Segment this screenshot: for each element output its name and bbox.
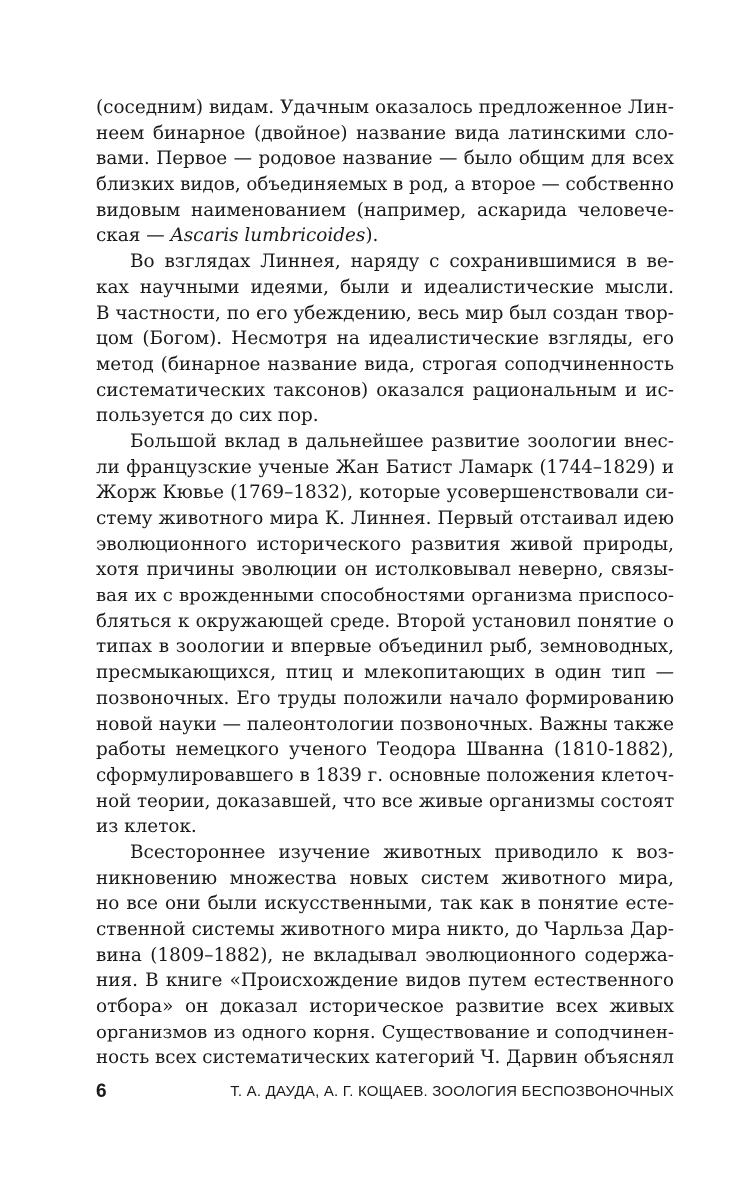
- page-body: [96, 95, 674, 1071]
- text-line: систематических таксонов) оказался рациональным и ис-: [96, 379, 674, 401]
- text-line: видовым наименованием (например, аскарида человече-: [96, 199, 674, 221]
- text-line: стему животного мира К. Линнея. Первый отстаивал идею: [96, 508, 674, 529]
- text-line: метод (бинарное название вида, строгая соподчиненность: [96, 353, 674, 375]
- page-footer: [96, 1081, 674, 1111]
- text-line: организмов из одного корня. Существование и соподчинен-: [96, 1021, 674, 1043]
- text-line: ния. В книге «Происхождение видов путем естественного: [96, 970, 674, 992]
- running-head: Т. А. ДАУДА, А. Г. КОЩАЕВ. ЗООЛОГИЯ БЕСПОЗВОНОЧНЫХ: [230, 1083, 674, 1100]
- text-line: из клеток.: [96, 816, 197, 838]
- text-line: Жорж Кювье (1769–1832), которые усовершенствовали си-: [96, 482, 674, 504]
- text-line: пользуется до сих пор.: [96, 405, 319, 427]
- text-line: Во взглядах Линнея, наряду с сохранившимися в ве-: [130, 251, 674, 273]
- text-line: Всестороннее изучение животных приводило к воз-: [130, 841, 674, 863]
- text-line: никновению множества новых систем животного мира,: [96, 867, 674, 889]
- text-line: новой науки — палеонтологии позвоночных. Важны также: [96, 713, 674, 735]
- text-line: эволюционного исторического развития живой природы,: [96, 533, 674, 555]
- text-line: типах в зоологии и впервые объединил рыб, земноводных,: [96, 636, 674, 658]
- text-line: бляться к окружающей среде. Второй установил понятие о: [96, 610, 674, 632]
- text-fragment: ская —: [96, 225, 171, 247]
- text-line: В частности, по его убеждению, весь мир был создан твор-: [96, 302, 674, 324]
- text-line: вая их с врожденными способностями организма приспосо-: [96, 585, 674, 607]
- text-line: хотя причины эволюции он истолковывал неверно, связы-: [96, 559, 674, 581]
- text-line: ственной системы животного мира никто, до Чарльза Дар-: [96, 919, 674, 940]
- text-line: отбора» он доказал историческое развитие всех живых: [96, 996, 674, 1018]
- text-line: вина (1809–1882), не вкладывал эволюционного содержа-: [96, 944, 674, 966]
- text-line: цом (Богом). Несмотря на идеалистические взгляды, его: [96, 328, 674, 350]
- page-number: 6: [96, 1081, 107, 1102]
- text-line: ках научными идеями, были и идеалистические мысли.: [96, 276, 674, 298]
- paragraph-3: [96, 429, 674, 840]
- text-line: ной теории, доказавшей, что все живые организмы состоят: [96, 790, 675, 812]
- text-line: (соседним) видам. Удачным оказалось предложенное Лин-: [96, 97, 674, 118]
- text-line: работы немецкого ученого Теодора Шванна (1810-1882),: [96, 739, 674, 761]
- text-fragment: ).: [365, 225, 379, 247]
- text-line: [96, 223, 674, 249]
- text-line: вами. Первое — родовое название — было общим для всех: [96, 148, 674, 170]
- text-line: ли французские ученые Жан Батист Ламарк (1744–1829) и: [96, 456, 674, 478]
- text-line: сформулировавшего в 1839 г. основные положения клеточ-: [96, 764, 674, 786]
- text-line: близких видов, объединяемых в род, а второе — собственно: [96, 174, 674, 196]
- paragraph-4: [96, 840, 674, 1071]
- text-line: ность всех систематических категорий Ч. Дарвин объяснял: [96, 1047, 674, 1069]
- text-line: позвоночных. Его труды положили начало формированию: [96, 687, 674, 709]
- latin-species-name: Ascaris lumbricoides: [170, 225, 366, 247]
- text-line: неем бинарное (двойное) название вида латинскими сло-: [96, 122, 674, 144]
- text-line: Большой вклад в дальнейшее развитие зоологии внес-: [130, 430, 674, 452]
- paragraph-2: [96, 249, 674, 429]
- text-line: но все они были искусственными, так как в понятие есте-: [96, 893, 674, 915]
- text-line: пресмыкающихся, птиц и млекопитающих в один тип —: [96, 662, 674, 684]
- paragraph-1: [96, 95, 674, 249]
